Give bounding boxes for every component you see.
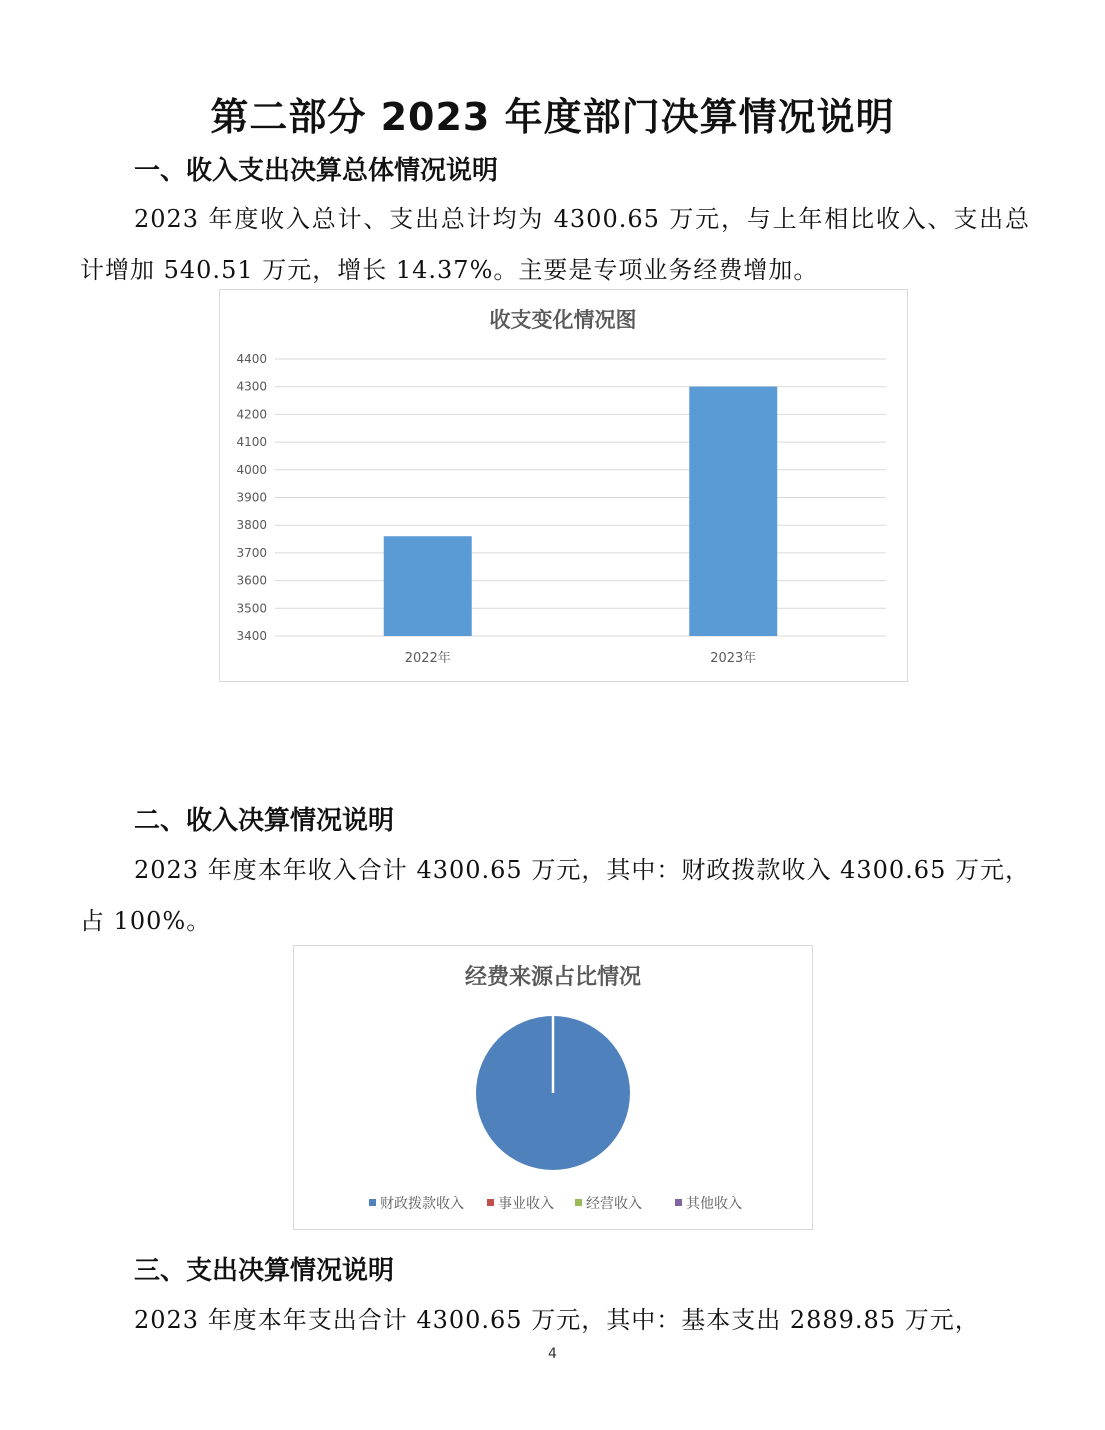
section-heading-2: 二、收入决算情况说明 [134, 806, 395, 836]
bar-chart-container [219, 289, 908, 682]
y-tick-label-6: 4000 [236, 462, 267, 477]
section-text-1: 2023 年度收入总计、支出总计均为 4300.65 万元，与上年相比收入、支出总计增加 540.51 万元，增长 14.37%。主要是专项业务经费增加。 [80, 205, 1030, 284]
pie-chart-title: 经费来源占比情况 [464, 964, 642, 990]
bar-2023年 [689, 387, 777, 636]
y-tick-label-4: 3800 [236, 518, 267, 533]
y-tick-label-1: 3500 [236, 601, 267, 616]
pie-chart-container [293, 945, 813, 1230]
y-tick-label-8: 4200 [236, 407, 267, 422]
legend-label-2: 经营收入 [586, 1196, 642, 1212]
page-number: 4 [548, 1346, 557, 1362]
bar-2022年 [384, 536, 472, 636]
legend-swatch-0 [369, 1199, 376, 1206]
section-heading-1: 一、收入支出决算总体情况说明 [134, 156, 499, 186]
y-tick-label-10: 4400 [236, 352, 267, 366]
legend-swatch-1 [487, 1199, 494, 1206]
x-tick-label-0: 2022年 [404, 651, 451, 666]
y-tick-label-7: 4100 [236, 435, 267, 450]
legend-label-0: 财政拨款收入 [380, 1196, 464, 1212]
legend-label-3: 其他收入 [686, 1196, 742, 1212]
y-tick-label-2: 3600 [236, 573, 267, 588]
bar-chart-title: 收支变化情况图 [489, 308, 637, 332]
y-tick-label-5: 3900 [236, 490, 267, 505]
y-tick-label-9: 4300 [236, 379, 267, 394]
x-tick-label-1: 2023年 [710, 651, 757, 666]
y-tick-label-0: 3400 [236, 629, 267, 643]
bar-chart [220, 290, 907, 681]
legend-label-1: 事业收入 [498, 1196, 554, 1212]
section-heading-3: 三、支出决算情况说明 [134, 1256, 395, 1286]
page-title: 第二部分 2023 年度部门决算情况说明 [210, 95, 895, 139]
pie-chart [294, 946, 812, 1229]
legend-swatch-3 [675, 1199, 682, 1206]
legend-swatch-2 [575, 1199, 582, 1206]
y-tick-label-3: 3700 [236, 545, 267, 560]
section-text-2: 2023 年度本年收入合计 4300.65 万元，其中：财政拨款收入 4300.65 万元，占 100%。 [80, 856, 1030, 935]
section-text-3: 2023 年度本年支出合计 4300.65 万元，其中：基本支出 2889.85 万元， [134, 1306, 980, 1334]
